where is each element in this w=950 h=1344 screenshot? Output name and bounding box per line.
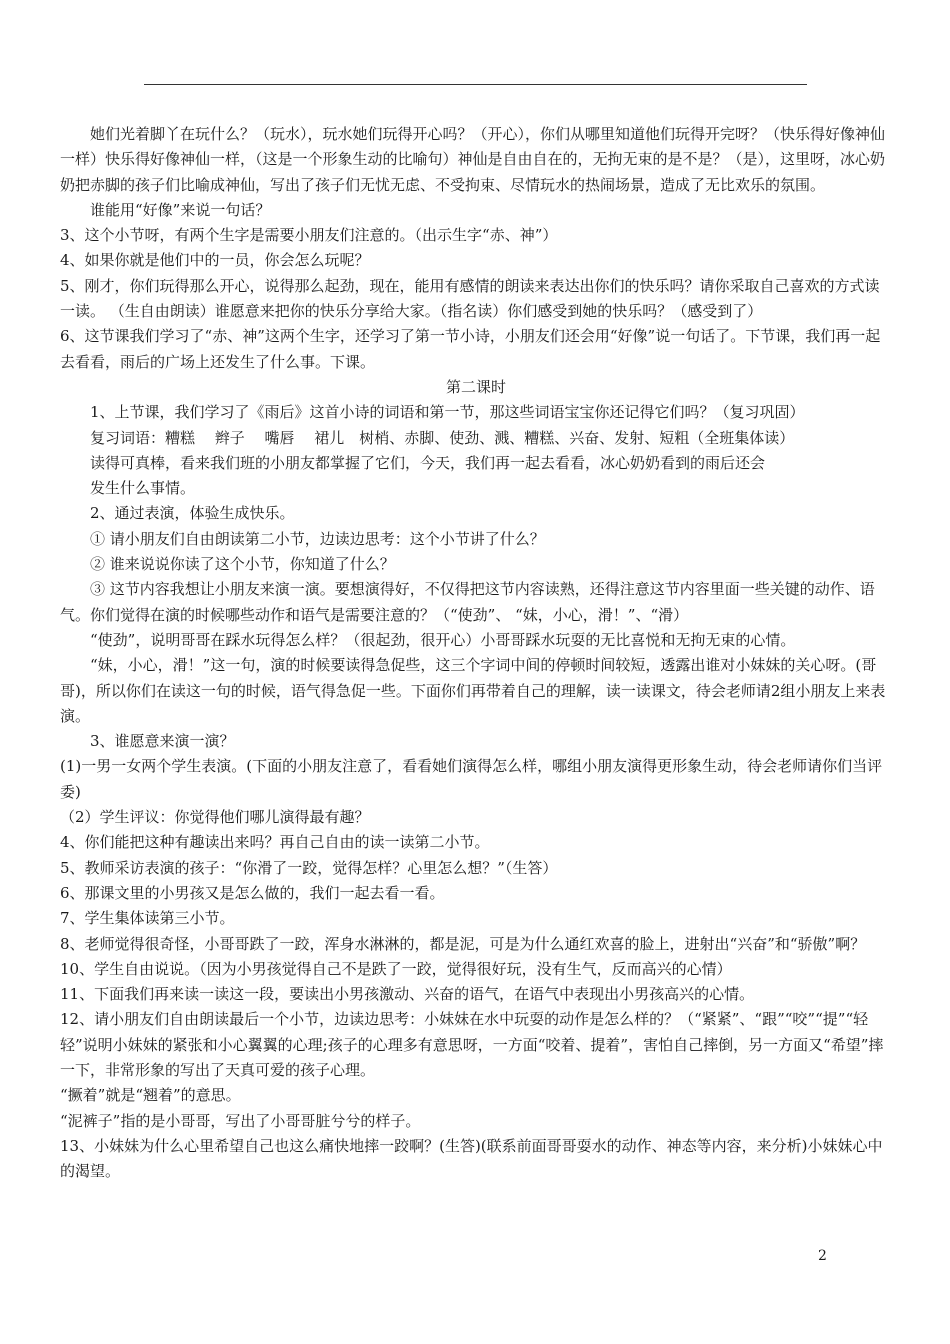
paragraph: （2）学生评议：你觉得他们哪儿演得最有趣？ — [60, 808, 370, 827]
paragraph: “妹，小心，滑！”这一句，演的时候要读得急促些，这三个字词中间的停顿时间较短，透露出谁对小妹妹的关心呀。(哥哥)，所以你们在读这一句的时候，语气得急促一些。下面你们再带着自己的理解，读一读课文，待会老师请2组小朋友上来表演。 — [60, 656, 886, 725]
paragraph: 7、学生集体读第三小节。 — [60, 909, 235, 928]
paragraph: ③ 这节内容我想让小朋友来演一演。要想演得好，不仅得把这节内容读熟，还得注意这节内容里面一些关键的动作、语气。你们觉得在演的时候哪些动作和语气是需要注意的？（“使劲”、 “妹，小心，滑！”、“滑） — [60, 580, 875, 624]
paragraph: ① 请小朋友们自由朗读第二小节，边读边思考：这个小节讲了什么？ — [90, 529, 545, 548]
paragraph: ② 谁来说说你读了这个小节，你知道了什么？ — [90, 555, 395, 574]
paragraph: 她们光着脚丫在玩什么？（玩水），玩水她们玩得开心吗？（开心），你们从哪里知道他们玩得开完呀？（快乐得好像神仙一样）快乐得好像神仙一样，（这是一个形象生动的比喻句）神仙是自由自在的，无拘无束的是不是？（是），这里呀，冰心奶奶把赤脚的孩子们比喻成神仙，写出了孩子们无忧无虑、不受拘束、尽情玩水的热闹场景，造成了无比欢乐的氛围。 — [60, 125, 886, 194]
paragraph: 13、小妹妹为什么心里希望自己也这么痛快地摔一跤啊？(生答)(联系前面哥哥耍水的动作、神态等内容，来分析)小妹妹心中的渴望。 — [60, 1136, 883, 1181]
paragraph: 1、上节课，我们学习了《雨后》这首小诗的词语和第一节，那这些词语宝宝你还记得它们吗？（复习巩固） — [90, 403, 805, 422]
paragraph: 4、如果你就是他们中的一员，你会怎么玩呢？ — [60, 251, 370, 270]
paragraph: 5、刚才，你们玩得那么开心，说得那么起劲，现在，能用有感情的朗读来表达出你们的快乐吗？请你采取自己喜欢的方式读一读。 （生自由朗读）谁愿意来把你的快乐分享给大家。（指名读）你们感受到她的快乐吗？（感受到了） — [60, 276, 880, 321]
paragraph: 2、通过表演，体验生成快乐。 — [90, 504, 295, 523]
paragraph: “泥裤子”指的是小哥哥，写出了小哥哥脏兮兮的样子。 — [60, 1111, 421, 1130]
paragraph: 谁能用“好像”来说一句话？ — [90, 200, 271, 219]
paragraph: 3、谁愿意来演一演？ — [90, 732, 235, 751]
paragraph: 8、老师觉得很奇怪，小哥哥跌了一跤，浑身水淋淋的，都是泥，可是为什么通红欢喜的脸上，进射出“兴奋”和“骄傲”啊？ — [60, 934, 866, 953]
header-rule — [144, 84, 807, 85]
document-body — [60, 122, 892, 1184]
paragraph: 10、学生自由说说。（因为小男孩觉得自己不是跌了一跤，觉得很好玩，没有生气，反而高兴的心情） — [60, 959, 732, 978]
paragraph: 复习词语：糟糕 辫子 嘴唇 裙儿 树梢、赤脚、使劲、溅、糟糕、兴奋、发射、短粗（全班集体读） — [90, 428, 795, 447]
paragraph: 11、下面我们再来读一读这一段，要读出小男孩激动、兴奋的语气，在语气中表现出小男孩高兴的心情。 — [60, 985, 755, 1004]
section-heading: 第二课时 — [445, 377, 506, 396]
paragraph: 读得可真棒，看来我们班的小朋友都掌握了它们，今天，我们再一起去看看，冰心奶奶看到的雨后还会 — [90, 453, 766, 472]
paragraph: 6、那课文里的小男孩又是怎么做的，我们一起去看一看。 — [60, 883, 445, 902]
paragraph: 5、教师采访表演的孩子：“你滑了一跤，觉得怎样？心里怎么想？”（生答） — [60, 858, 558, 877]
paragraph: (1)一男一女两个学生表演。(下面的小朋友注意了，看看她们演得怎么样，哪组小朋友演得更形象生动，待会老师请你们当评委) — [60, 757, 883, 801]
paragraph: “撅着”就是“翘着”的意思。 — [60, 1086, 241, 1105]
paragraph: 12、请小朋友们自由朗读最后一个小节，边读边思考：小妹妹在水中玩耍的动作是怎么样的？（“紧紧”、“跟”“咬”“提”“轻轻”说明小妹妹的紧张和小心翼翼的心理;孩子的心理多有意思呀，一方面“咬着、提着”，害怕自己摔倒，另一方面又“希望”摔一下，非常形象的写出了天真可爱的孩子心理。 — [60, 1010, 884, 1079]
paragraph: 6、这节课我们学习了“赤、神”这两个生字，还学习了第一节小诗，小朋友们还会用“好像”说一句话了。下节课，我们再一起去看看，雨后的广场上还发生了什么事。下课。 — [60, 327, 881, 371]
paragraph: “使劲”，说明哥哥在踩水玩得怎么样？（很起劲，很开心）小哥哥踩水玩耍的无比喜悦和无拘无束的心情。 — [90, 630, 796, 649]
paragraph: 4、你们能把这种有趣读出来吗？再自己自由的读一读第二小节。 — [60, 833, 490, 852]
paragraph: 发生什么事情。 — [90, 479, 196, 498]
paragraph: 3、这个小节呀，有两个生字是需要小朋友们注意的。（出示生字“赤、神”） — [60, 226, 558, 245]
page-number: 2 — [818, 1248, 827, 1264]
